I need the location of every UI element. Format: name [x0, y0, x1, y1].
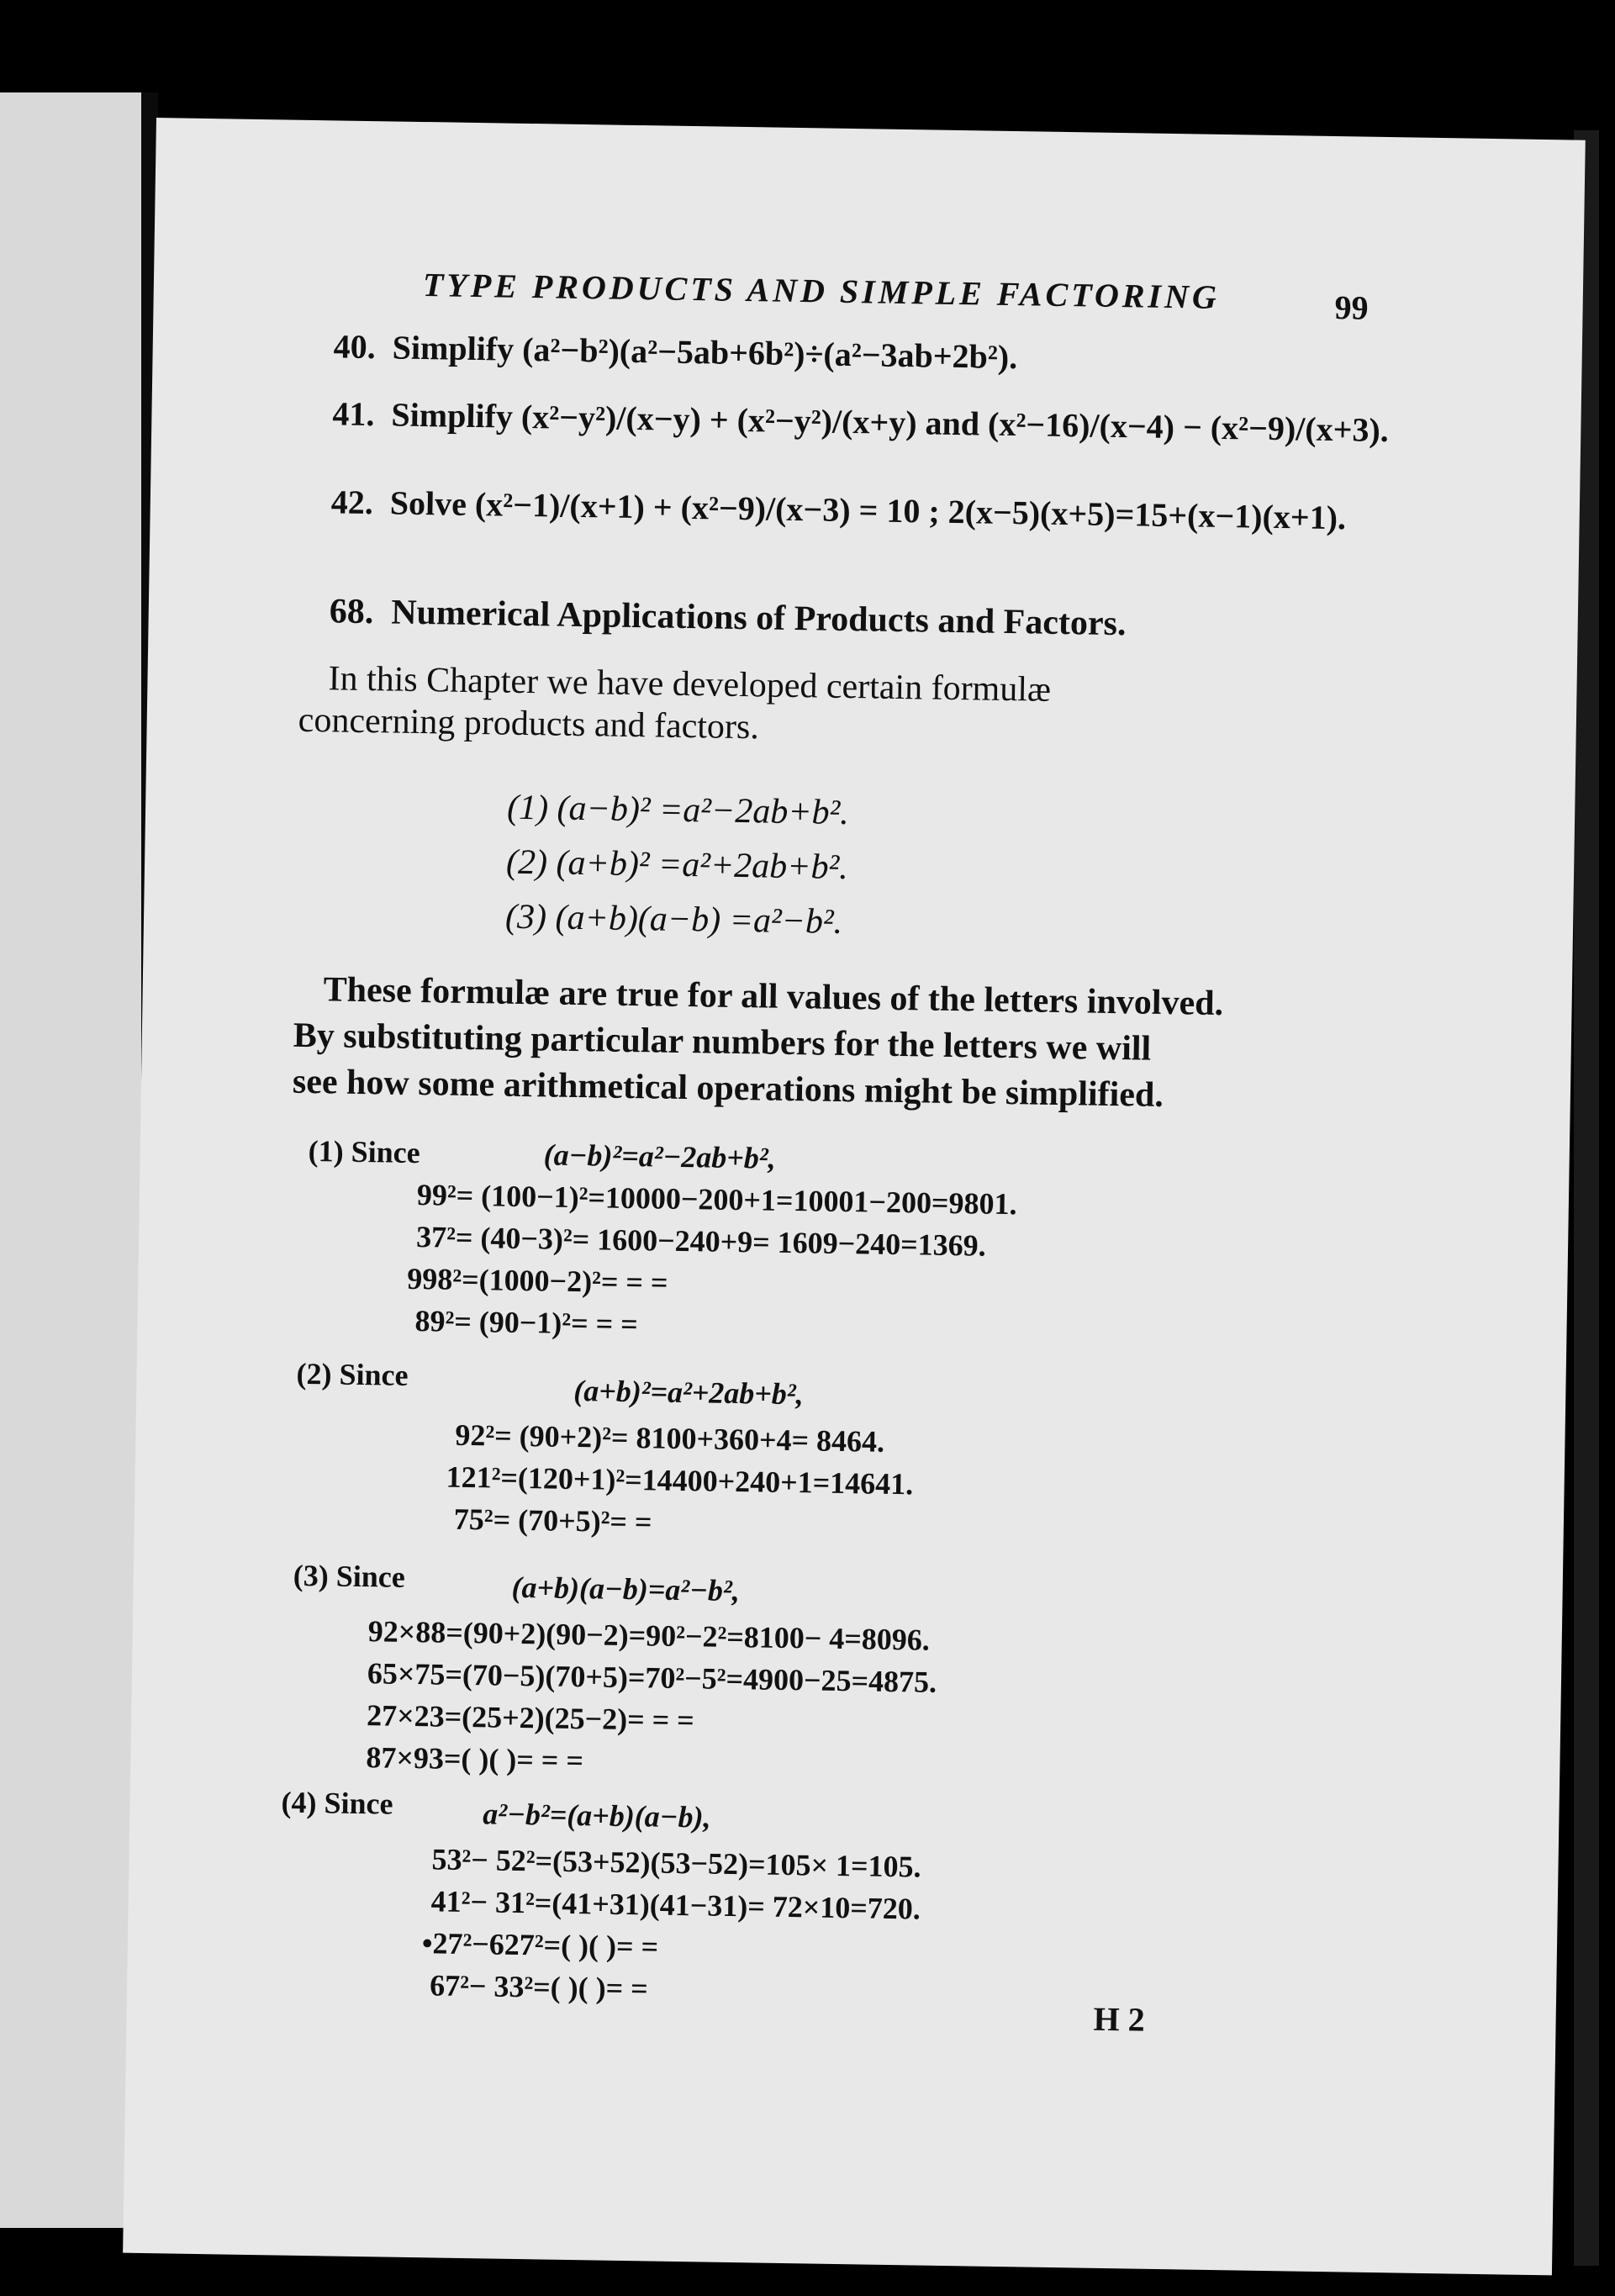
para2-line-3: see how some arithmetical operations might be simplified. [292, 1062, 1164, 1115]
part4-row: •27²−627²=( )( )= = [421, 1926, 659, 1964]
part4-row: 67²− 33²=( )( )= = [429, 1968, 649, 2006]
exercise-number: 40. [333, 327, 377, 367]
exercise-41 [332, 393, 1389, 450]
running-header: TYPE PRODUCTS AND SIMPLE FACTORING [422, 266, 1221, 316]
exercise-text: Simplify (x²−y²)/(x−y) + (x²−y²)/(x+y) and (x²−16)/(x−4) − (x²−9)/(x+3). [391, 395, 1390, 450]
part1-row: 99²= (100−1)²=10000−200+1=10001−200=9801. [416, 1178, 1017, 1222]
part2-label: (2) Since [296, 1356, 409, 1392]
para2-line-2: By substituting particular numbers for the letters we will [293, 1016, 1152, 1069]
part1-identity: (a−b)²=a²−2ab+b², [543, 1137, 776, 1175]
part3-row: 65×75=(70−5)(70+5)=70²−5²=4900−25=4875. [367, 1656, 937, 1699]
signature-mark: H 2 [1093, 1999, 1146, 2039]
part1-row: 89²= (90−1)²= = = [414, 1304, 638, 1342]
exercise-number: 42. [330, 483, 374, 522]
section-heading [329, 591, 1126, 644]
part1-row: 998²=(1000−2)²= = = [407, 1261, 668, 1300]
part2-row: 75²= (70+5)²= = [453, 1502, 652, 1539]
formula-2: (2) (a+b)² =a²+2ab+b². [505, 842, 849, 888]
part3-row: 27×23=(25+2)(25−2)= = = [366, 1698, 695, 1738]
exercise-40 [333, 326, 1017, 377]
book-page [123, 118, 1586, 2275]
part2-row: 121²=(120+1)²=14400+240+1=14641. [446, 1459, 914, 1502]
part4-row: 41²− 31²=(41+31)(41−31)= 72×10=720. [430, 1884, 921, 1926]
part2-identity: (a+b)²=a²+2ab+b², [573, 1373, 804, 1412]
exercise-number: 41. [332, 394, 375, 434]
exercise-text: Simplify (a²−b²)(a²−5ab+6b²)÷(a²−3ab+2b²). [392, 328, 1018, 377]
part1-row: 37²= (40−3)²= 1600−240+9= 1609−240=1369. [415, 1220, 987, 1263]
exercise-text: Solve (x²−1)/(x+1) + (x²−9)/(x−3) = 10 ; 2(x−5)(x+5)=15+(x−1)(x+1). [389, 483, 1347, 537]
para2-line-1: These formulæ are true for all values of the letters involved. [323, 970, 1224, 1024]
part4-row: 53²− 52²=(53+52)(53−52)=105× 1=105. [431, 1842, 921, 1884]
section-title: Numerical Applications of Products and Factors. [390, 593, 1127, 644]
intro-line-2: concerning products and factors. [298, 700, 760, 747]
intro-line-1: In this Chapter we have developed certain formulæ [328, 659, 1052, 710]
part3-label: (3) Since [293, 1558, 406, 1594]
left-page-edge [0, 92, 143, 2228]
part2-row: 92²= (90+2)²= 8100+360+4= 8464. [455, 1417, 885, 1459]
page-number: 99 [1334, 288, 1369, 327]
part3-row: 92×88=(90+2)(90−2)=90²−2²=8100− 4=8096. [367, 1614, 931, 1657]
section-number: 68. [329, 592, 374, 632]
part4-label: (4) Since [281, 1785, 393, 1821]
exercise-42 [330, 482, 1346, 537]
part3-row: 87×93=( )( )= = = [366, 1740, 584, 1778]
formula-3: (3) (a+b)(a−b) =a²−b². [504, 897, 843, 942]
part1-label: (1) Since [308, 1133, 421, 1170]
formula-1: (1) (a−b)² =a²−2ab+b². [506, 788, 850, 833]
part3-identity: (a+b)(a−b)=a²−b², [511, 1570, 741, 1608]
part4-identity: a²−b²=(a+b)(a−b), [483, 1797, 711, 1834]
